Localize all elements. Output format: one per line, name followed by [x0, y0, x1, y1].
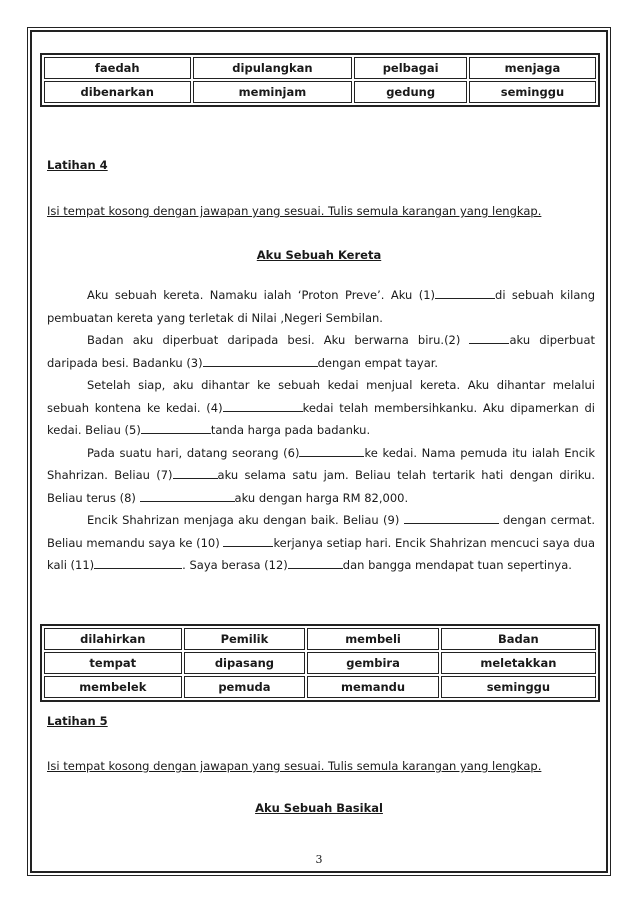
story-paragraph-4	[47, 442, 595, 510]
word-cell: gembira	[307, 652, 439, 674]
exercise-5-heading: Latihan 5	[47, 714, 108, 728]
exercise-4-instruction: Isi tempat kosong dengan jawapan yang sesuai. Tulis semula karangan yang lengkap.	[47, 204, 542, 218]
word-cell: tempat	[44, 652, 182, 674]
blank-9[interactable]	[404, 511, 499, 524]
exercise-5-instruction: Isi tempat kosong dengan jawapan yang sesuai. Tulis semula karangan yang lengkap.	[47, 759, 542, 773]
story-text: aku diperbuat daripada besi. Badanku (3)	[47, 333, 595, 370]
story-text: kedai telah membersihkanku. Aku dipamerkan di kedai. Beliau (5)	[47, 400, 595, 437]
story-text: . Saya berasa (12)	[182, 558, 288, 572]
table-row	[44, 57, 596, 79]
story-text: dengan cermat. Beliau memandu saya ke (10)	[47, 513, 595, 550]
story-paragraph-3	[47, 374, 595, 442]
story-text: Setelah siap, aku dihantar ke sebuah kedai menjual kereta. Aku dihantar melalui sebuah kontena ke kedai. (4)	[47, 378, 595, 415]
story-text: Encik Shahrizan menjaga aku dengan baik. Beliau (9)	[87, 513, 404, 527]
blank-4[interactable]	[223, 399, 303, 412]
page-number: 3	[315, 853, 323, 866]
story-text: aku dengan harga RM 82,000.	[234, 490, 409, 505]
story-text: Aku sebuah kereta. Namaku ialah ‘Proton Preve’. Aku (1)	[87, 288, 436, 302]
word-bank-table-1	[40, 53, 600, 107]
word-cell: seminggu	[441, 676, 596, 698]
word-cell: dipulangkan	[193, 57, 353, 79]
story-paragraph-1	[47, 284, 595, 329]
story-paragraph-5	[47, 509, 595, 577]
word-cell: dibenarkan	[44, 81, 191, 103]
story-text: Badan aku diperbuat daripada besi. Aku berwarna biru.(2)	[87, 333, 470, 347]
word-cell: pelbagai	[354, 57, 466, 79]
blank-2[interactable]	[469, 331, 509, 344]
word-cell: meminjam	[193, 81, 353, 103]
word-cell: memandu	[307, 676, 439, 698]
story-text: dengan empat tayar.	[317, 355, 439, 370]
word-cell: membeli	[307, 628, 439, 650]
word-cell: dilahirkan	[44, 628, 182, 650]
blank-8[interactable]	[140, 489, 235, 502]
blank-10[interactable]	[223, 534, 273, 547]
table-row	[44, 676, 596, 698]
story-text: kerjanya setiap hari. Encik Shahrizan mencuci saya dua kali (11)	[47, 535, 595, 572]
word-cell: pemuda	[184, 676, 306, 698]
blank-12[interactable]	[288, 556, 343, 569]
table-row	[44, 652, 596, 674]
story-text: di sebuah kilang pembuatan kereta yang terletak di Nilai ,Negeri Sembilan.	[47, 288, 595, 325]
blank-1[interactable]	[435, 286, 495, 299]
story-text: dan bangga mendapat tuan sepertinya.	[342, 558, 572, 572]
word-cell: meletakkan	[441, 652, 596, 674]
word-cell: seminggu	[469, 81, 596, 103]
blank-11[interactable]	[94, 556, 182, 569]
word-cell: gedung	[354, 81, 466, 103]
word-cell: menjaga	[469, 57, 596, 79]
story-text: aku selama satu jam. Beliau telah tertarik hati dengan diriku. Beliau terus (8)	[47, 468, 595, 505]
blank-5[interactable]	[141, 421, 211, 434]
table-row	[44, 628, 596, 650]
story-body	[47, 284, 595, 577]
word-cell: Pemilik	[184, 628, 306, 650]
story-text: ke kedai. Nama pemuda itu ialah Encik Shahrizan. Beliau (7)	[47, 445, 595, 482]
blank-7[interactable]	[173, 466, 218, 479]
exercise-4-heading: Latihan 4	[47, 158, 108, 172]
story-title: Aku Sebuah Kereta	[256, 248, 382, 262]
story-paragraph-2	[47, 329, 595, 374]
story-text: tanda harga pada badanku.	[210, 423, 371, 437]
table-row	[44, 81, 596, 103]
story-2-title: Aku Sebuah Basikal	[255, 801, 383, 815]
word-cell: faedah	[44, 57, 191, 79]
word-cell: membelek	[44, 676, 182, 698]
story-text: Pada suatu hari, datang seorang (6)	[87, 445, 300, 460]
word-cell: dipasang	[184, 652, 306, 674]
word-bank-table-2	[40, 624, 600, 702]
blank-3[interactable]	[203, 354, 318, 367]
word-cell: Badan	[441, 628, 596, 650]
blank-6[interactable]	[299, 444, 364, 457]
